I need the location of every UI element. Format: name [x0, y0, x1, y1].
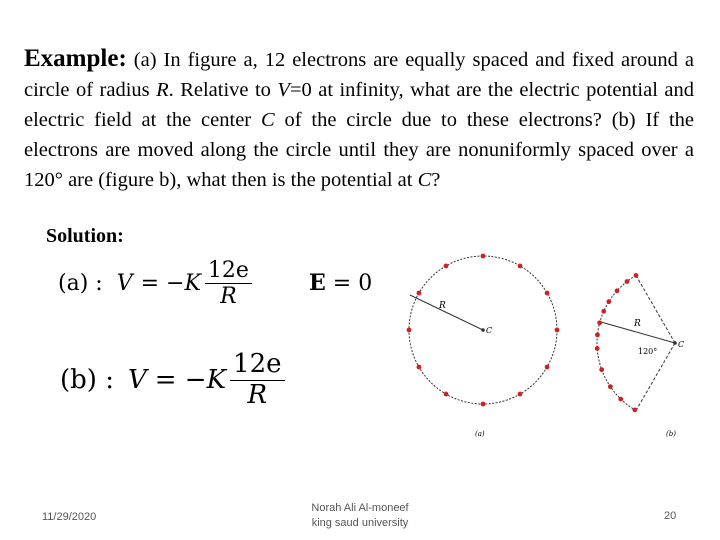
problem-text-3: =0 at infinity, what are the electric potential and electric field at the center: [24, 79, 694, 131]
equation-b-label: (b) :: [60, 365, 114, 396]
symbol-V: V: [277, 79, 290, 101]
symbol-R: R: [156, 79, 169, 101]
figure-b-electrons: [595, 273, 639, 412]
figure-b-C-label: C: [678, 340, 685, 349]
footer-page-number: 20: [664, 510, 677, 522]
figure-a-caption: (a): [475, 430, 485, 438]
symbol-C: C: [260, 109, 275, 131]
electron: [595, 346, 600, 351]
field-equation: [309, 270, 372, 296]
electron: [518, 264, 523, 269]
equation-a-equals: = −: [140, 271, 185, 297]
problem-text-5: ?: [431, 169, 441, 191]
equation-b-equals: = −: [154, 365, 207, 396]
equation-b-numerator: 12e: [230, 350, 284, 381]
electron: [601, 309, 606, 314]
equation-a-V: V: [116, 271, 133, 297]
problem-text-1: (a) In figure a, 12 electrons are equally spaced and fixed around a circle of radius: [24, 49, 694, 101]
electron: [618, 397, 623, 402]
equation-b-denominator: R: [247, 379, 268, 410]
example-heading: Example:: [24, 45, 127, 72]
equation-a-label: (a) :: [58, 271, 103, 297]
electron: [555, 328, 560, 333]
solution-label: Solution:: [46, 225, 124, 247]
figure-b: [595, 273, 684, 438]
electron: [606, 299, 611, 304]
electron: [417, 365, 422, 370]
equation-a: [58, 258, 256, 310]
field-value: = 0: [325, 271, 373, 296]
figure-a-radius: [410, 295, 483, 330]
figure-b-caption: (b): [666, 430, 676, 438]
electron: [608, 384, 613, 389]
electron: [444, 264, 449, 269]
figure-a-C-label: C: [486, 326, 493, 335]
problem-text-2: . Relative to: [168, 79, 278, 101]
electron: [615, 288, 620, 293]
equation-b-K: K: [206, 365, 227, 396]
footer-author: [300, 501, 420, 531]
problem-statement: [24, 44, 694, 195]
electron-figures: [395, 238, 705, 443]
figure-b-angle-label: 120°: [638, 347, 658, 356]
figure-a-R-label: R: [439, 301, 446, 311]
electron: [417, 291, 422, 296]
electron: [634, 273, 639, 278]
electron: [597, 320, 602, 325]
electron: [444, 392, 449, 397]
equation-b-fraction: [230, 350, 284, 411]
equation-b-V: V: [127, 365, 147, 396]
footer-author-affiliation: king saud university: [311, 517, 409, 529]
footer-date: 11/29/2020: [42, 511, 97, 523]
electron: [599, 367, 604, 372]
figure-a-center: [481, 328, 485, 332]
electron: [595, 332, 600, 337]
electron: [481, 254, 486, 259]
figure-b-center: [673, 341, 677, 345]
figure-b-edge-top: [636, 275, 675, 343]
symbol-C-2: C: [417, 169, 432, 191]
electron: [481, 402, 486, 407]
equation-a-K: K: [184, 271, 201, 297]
problem-text-4: of the circle due to these electrons? (b) If the electrons are moved along the circle until they are nonuniformly spaced over a 120° are (figure b), what then is the potential at: [24, 109, 694, 191]
equation-a-denominator: R: [220, 284, 237, 310]
electron: [518, 392, 523, 397]
electron: [632, 407, 637, 412]
electron: [545, 365, 550, 370]
figure-b-arc: [597, 275, 636, 410]
equation-a-fraction: [205, 258, 252, 310]
equation-a-numerator: 12e: [205, 258, 252, 284]
electron: [407, 328, 412, 333]
figure-b-R-label: R: [634, 319, 641, 329]
electron: [625, 279, 630, 284]
field-E: E: [309, 270, 326, 296]
electron: [545, 291, 550, 296]
equation-b: [60, 350, 289, 411]
footer-author-name: Norah Ali Al-moneef: [311, 502, 409, 514]
figure-a: [407, 254, 560, 438]
